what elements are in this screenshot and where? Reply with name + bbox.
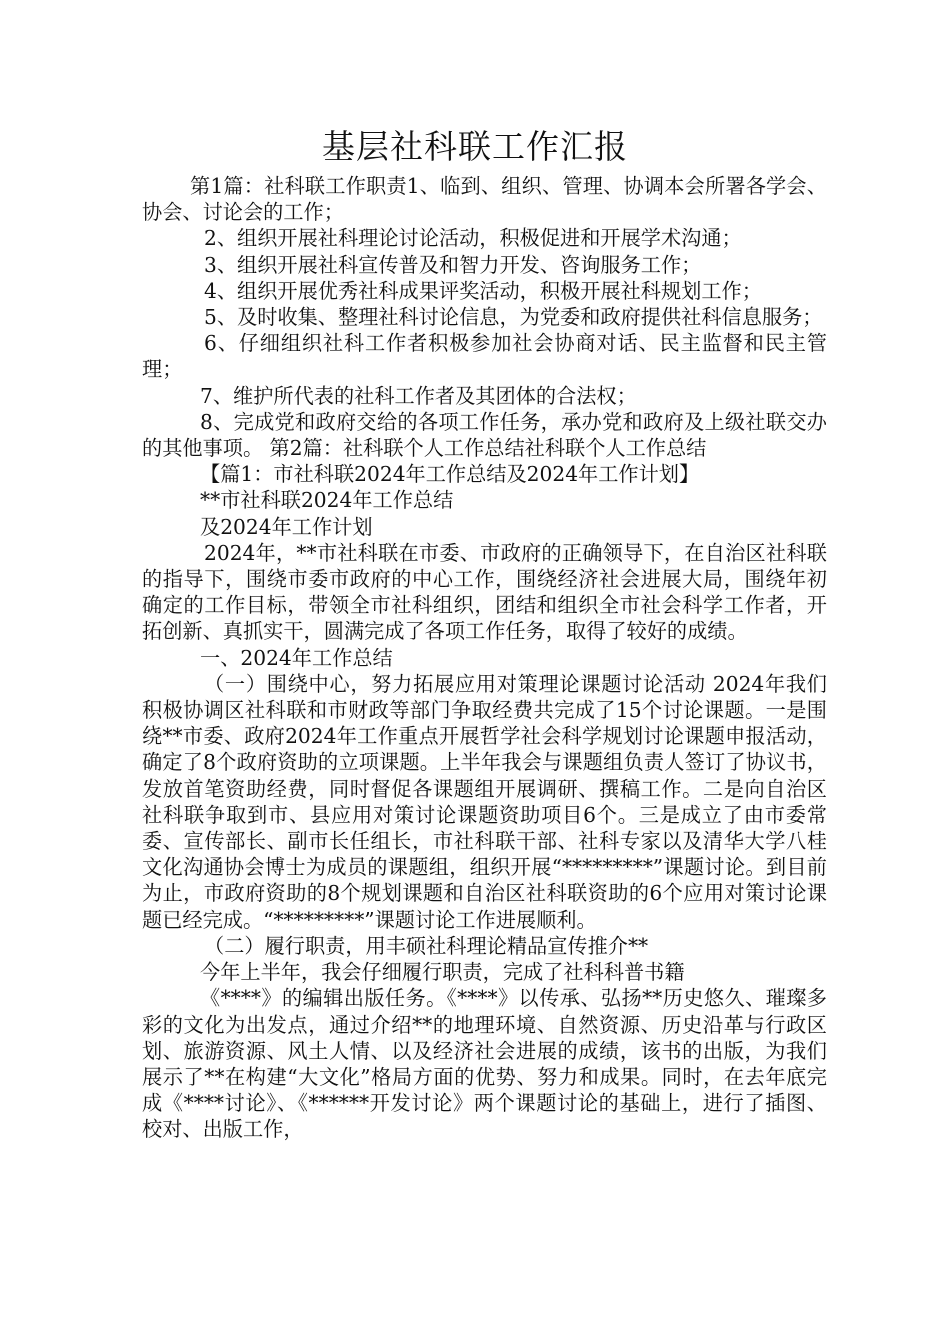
paragraph-4: 4、组织开展优秀社科成果评奖活动，积极开展社科规划工作； — [204, 278, 762, 303]
paragraph-11: 及2024年工作计划 — [200, 514, 373, 539]
document-body — [142, 173, 827, 1143]
paragraph-9: 【篇1：市社科联2024年工作总结及2024年工作计划】 — [200, 462, 700, 487]
paragraph-8: 8、完成党和政府交给的各项工作任务，承办党和政府及上级社联交办的其他事项。 第2篇：社科联个人工作总结社科联个人工作总结 — [142, 409, 827, 461]
document-title: 基层社科联工作汇报 — [322, 127, 628, 166]
paragraph-12: 2024年，**市社科联在市委、市政府的正确领导下，在自治区社科联的指导下，围绕市委市政府的中心工作，围绕经济社会进展大局，围绕年初确定的工作目标，带领全市社科组织，团结和组织全市社会科学工作者，开拓创新、真抓实干，圆满完成了各项工作任务，取得了较好的成绩。 — [142, 540, 827, 644]
paragraph-15: （二）履行职责，用丰硕社科理论精品宣传推介** — [204, 933, 649, 958]
paragraph-1: 第1篇：社科联工作职责1、临到、组织、管理、协调本会所署各学会、协会、讨论会的工作； — [142, 174, 827, 225]
paragraph-16: 今年上半年，我会仔细履行职责，完成了社科科普书籍 — [200, 960, 685, 985]
paragraph-7: 7、维护所代表的社科工作者及其团体的合法权； — [200, 383, 637, 408]
paragraph-14: （一）围绕中心，努力拓展应用对策理论课题讨论活动 2024年我们积极协调区社科联和市财政等部门争取经费共完成了15个讨论课题。一是围绕**市委、政府2024年工作重点开展哲学社会科学规划讨论课题申报活动，确定了8个政府资助的立项课题。上半年我会与课题组负责人签订了协议书，发放首笔资助经费，同时督促各课题组开展调研、撰稿工作。二是向自治区社科联争取到市、县应用对策讨论课题资助项目6个。三是成立了由市委常委、宣传部长、副市长任组长，市社科联干部、社科专家以及清华大学八桂文化沟通协会博士为成员的课题组，组织开展“*********”课题讨论。到目前为止，市政府资助的8个规划课题和自治区社科联资助的6个应用对策讨论课题已经完成。“*********”课题讨论工作进展顺利。 — [142, 671, 827, 932]
paragraph-10: **市社科联2024年工作总结 — [200, 488, 454, 513]
paragraph-13: 一、2024年工作总结 — [200, 645, 393, 670]
paragraph-3: 3、组织开展社科宣传普及和智力开发、咨询服务工作； — [204, 252, 702, 277]
paragraph-17: 《****》的编辑出版任务。《****》以传承、弘扬**历史悠久、璀璨多彩的文化为出发点，通过介绍**的地理环境、自然资源、历史沿革与行政区划、旅游资源、风土人情、以及经济社会进展的成绩，该书的出版，为我们展示了**在构建“大文化”格局方面的优势、努力和成果。同时，在去年底完成《****讨论》、《******开发讨论》两个课题讨论的基础上，进行了插图、校对、出版工作， — [142, 986, 827, 1142]
paragraph-2: 2、组织开展社科理论讨论活动，积极促进和开展学术沟通； — [204, 226, 742, 251]
paragraph-6: 6、仔细组织社科工作者积极参加社会协商对话、民主监督和民主管理； — [142, 331, 827, 382]
paragraph-5: 5、及时收集、整理社科讨论信息，为党委和政府提供社科信息服务； — [204, 305, 823, 330]
